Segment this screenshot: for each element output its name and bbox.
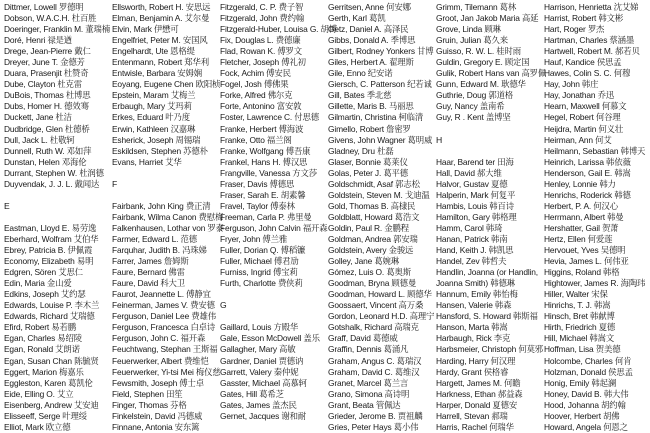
name-entry: Fitzgerald, C. P. 费子智 bbox=[220, 2, 304, 12]
index-column-1 bbox=[4, 2, 112, 432]
name-entry: Graham, David C. 葛维汉 bbox=[328, 366, 420, 377]
name-entry: Goossaert, Vincent 高万桑 bbox=[328, 300, 424, 311]
name-entry: Eggert, Marion 梅嘉乐 bbox=[4, 366, 84, 377]
name-entry: Giersch, C. Patterson 纪若诚 bbox=[328, 79, 432, 90]
name-entry: Elisseeff, Serge 叶理绥 bbox=[4, 410, 87, 421]
name-entry: Ferguson, John Calvin 福开森 bbox=[220, 222, 328, 233]
name-entry: Gaillard, Louis 方殿华 bbox=[220, 322, 299, 333]
name-entry: Hannum, Emily 韩怡梅 bbox=[436, 289, 518, 300]
name-entry: Hay, Jonathan 乔迅 bbox=[544, 90, 615, 101]
name-entry: Groot, Jan Jakob Maria 高延 bbox=[436, 13, 539, 24]
name-entry: Harding, Harry 何汉理 bbox=[436, 355, 516, 366]
blank-line bbox=[4, 190, 112, 201]
name-entry: Hargett, James M. 何瞻 bbox=[436, 377, 521, 388]
name-entry: Faure, David 科大卫 bbox=[112, 278, 185, 289]
name-entry: Guthrie, Doug 郭道格 bbox=[436, 90, 514, 101]
name-entry: Eoyang, Eugene Chen 欧阳桢 bbox=[112, 79, 221, 90]
name-entry: Eide, Elling O. 艾立 bbox=[4, 388, 74, 399]
name-entry: Furth, Charlotte 费侠莉 bbox=[220, 278, 303, 289]
name-entry: Dube, Clayton 杜克雷 bbox=[4, 79, 82, 90]
name-entry: Haar, Barend ter 田海 bbox=[436, 156, 514, 167]
name-entry: Grove, Linda 顾琳 bbox=[436, 24, 501, 35]
blank-line bbox=[436, 146, 544, 157]
name-entry: Goldblatt, Howard 葛浩文 bbox=[328, 211, 420, 222]
name-entry: Gates, James 盖杰民 bbox=[220, 399, 297, 410]
name-entry: Heirman, Ann 何艾 bbox=[544, 134, 612, 145]
name-entry: Goldman, Andrea 郭安瑞 bbox=[328, 233, 418, 244]
name-entry: Erkes, Eduard 叶乃度 bbox=[112, 112, 190, 123]
index-column-2 bbox=[112, 2, 224, 432]
name-entry: Hamm, Carol 韩琦 bbox=[436, 222, 503, 233]
name-entry: Fewsmith, Joseph 傅士卓 bbox=[112, 377, 204, 388]
blank-line bbox=[220, 289, 328, 300]
name-entry: Farmer, Edward L. 范德 bbox=[112, 233, 197, 244]
name-entry: Gill, Bates 季北慈 bbox=[328, 90, 392, 101]
name-entry: Gilbert, Rodney Yonkers 甘博 bbox=[328, 46, 434, 57]
name-entry: Hiller, Walter 宋保 bbox=[544, 289, 608, 300]
blank-line bbox=[220, 311, 328, 322]
name-entry: Gates, Hill 葛希芝 bbox=[220, 388, 284, 399]
name-entry: Granet, Marcel 葛兰言 bbox=[328, 377, 409, 388]
name-entry: Durrant, Stephen W. 杜润德 bbox=[4, 167, 104, 178]
name-entry: Eggleston, Karen 葛凯伦 bbox=[4, 377, 93, 388]
name-entry: Hart, Roger 罗杰 bbox=[544, 24, 605, 35]
name-entry: Doré, Henri 禄是遒 bbox=[4, 35, 73, 46]
name-entry: Harrison, Henrietta 沈艾娣 bbox=[544, 2, 639, 12]
name-entry: Duckett, Jane 杜洁 bbox=[4, 112, 72, 123]
name-entry: Givens, John Wagner 葛明威 bbox=[328, 134, 433, 145]
name-entry: Hand, Keith J. 韩凯思 bbox=[436, 245, 514, 256]
name-entry: Hanan, Patrick 韩南 bbox=[436, 233, 508, 244]
name-entry: Gimello, Robert 詹密罗 bbox=[328, 123, 411, 134]
name-entry: Honig, Emily 韩起澜 bbox=[544, 377, 617, 388]
name-entry: Eskildsen, Stephen 苏德朴 bbox=[112, 145, 208, 156]
name-entry: Grano, Simona 高诗明 bbox=[328, 388, 410, 399]
name-entry: Dudbridge, Glen 杜德桥 bbox=[4, 123, 90, 134]
name-entry: Goldschmidt, Asaf 郭志松 bbox=[328, 178, 420, 189]
name-entry: Epstein, Maram 艾梅兰 bbox=[112, 90, 196, 101]
name-entry: Duyvendak, J. J. L. 戴闻达 bbox=[4, 178, 100, 189]
name-entry: Howard, Angela 何恩之 bbox=[544, 421, 628, 432]
letter-heading: E bbox=[4, 200, 10, 211]
name-entry: Goldstein, Steven M. 戈迪温 bbox=[328, 189, 430, 200]
index-column-6 bbox=[544, 2, 650, 432]
name-entry: Entenmann, Robert 郑华利 bbox=[112, 57, 209, 68]
name-entry: Handlin, Joanna (or Handlin, bbox=[436, 267, 538, 278]
name-entry: Graham, Angus C. 葛瑞汉 bbox=[328, 355, 422, 366]
name-entry: Gilmartin, Christina 柯临清 bbox=[328, 112, 424, 123]
name-entry: Faure, Bernard 佛雷 bbox=[112, 267, 185, 278]
name-entry: Farquhar, Judith B. 冯珠娣 bbox=[112, 245, 207, 256]
name-entry: Feuchtwang, Stephan 王斯福 bbox=[112, 344, 218, 355]
name-entry: Gasster, Michael 高慕轲 bbox=[220, 377, 307, 388]
name-entry: Edwards, Louise P. 李木兰 bbox=[4, 300, 100, 311]
name-entry: Hearn, Maxwell 何慕文 bbox=[544, 101, 627, 112]
name-entry: Egan, Ronald 艾朗诺 bbox=[4, 344, 80, 355]
name-entry: Dubs, Homer H. 德效骞 bbox=[4, 101, 89, 112]
name-entry: Fuller, Dorian Q. 傅稻镰 bbox=[220, 245, 306, 256]
name-entry: Hawes, Colin S. C. 何穆 bbox=[544, 68, 631, 79]
name-entry: Halvor, Gustav 夏德 bbox=[436, 178, 508, 189]
name-entry: Edin, Maria 金山爱 bbox=[4, 278, 72, 289]
blank-line bbox=[436, 124, 544, 135]
name-entry: Fogel, Josh 傅佛果 bbox=[220, 79, 289, 90]
name-entry: Hevia, James L. 何伟亚 bbox=[544, 256, 629, 267]
name-entry: Gerritsen, Anne 何安娜 bbox=[328, 2, 411, 12]
name-entry: Furniss, Ingrid 傅宝莉 bbox=[220, 267, 298, 278]
name-entry: Gillette, Maris B. 马丽思 bbox=[328, 101, 414, 112]
name-entry: Hoffman, Lisa 贺美德 bbox=[544, 344, 621, 355]
blank-line bbox=[112, 168, 220, 179]
name-entry: Feuerwerker, Yi-tsi Mei 梅仪慈 bbox=[112, 366, 221, 377]
name-entry: Fryer, John 傅兰雅 bbox=[220, 233, 288, 244]
name-entry: Esherick, Joseph 周锡瑞 bbox=[112, 134, 201, 145]
name-entry: Falkenhausen, Lothar von 罗泰 bbox=[112, 222, 224, 233]
name-entry: Gerth, Karl 葛凯 bbox=[328, 13, 386, 24]
name-entry: Egan, Susan Chan 陈毓贤 bbox=[4, 355, 99, 366]
name-entry: Herrmann, Albert 韩曼 bbox=[544, 211, 624, 222]
name-entry: Economy, Elizabeth 易明 bbox=[4, 256, 94, 267]
name-entry: Field, Stephen 田笙 bbox=[112, 388, 183, 399]
name-entry: Feinerman, James V. 费安德 bbox=[112, 300, 215, 311]
name-entry: Guy, Nancy 盖南希 bbox=[436, 101, 505, 112]
name-entry: Gunn, Edward M. 耿德华 bbox=[436, 79, 526, 90]
name-entry: Getz, Daniel A. 高泽民 bbox=[328, 24, 409, 35]
name-entry: Harkness, Ethan 郝益森 bbox=[436, 388, 523, 399]
name-entry: Gruin, Julian 葛久来 bbox=[436, 35, 508, 46]
blank-line bbox=[112, 190, 220, 201]
name-entry: Fuller, Michael 傅君劢 bbox=[220, 256, 299, 267]
name-entry: Golas, Peter J. 葛平德 bbox=[328, 167, 408, 178]
name-entry: Hershatter, Gail 贺萧 bbox=[544, 222, 619, 233]
name-entry: Gernet, Jacques 谢和耐 bbox=[220, 410, 307, 421]
name-entry: Forke, Alfred 佛尔克 bbox=[220, 90, 293, 101]
name-entry: Fairbank, Wilma Canon 费慰梅 bbox=[112, 211, 224, 222]
name-entry: Faurot, Jeannette L. 傅静宜 bbox=[112, 289, 211, 300]
index-column-5 bbox=[436, 2, 547, 432]
name-entry: Harper, Donald 夏德安 bbox=[436, 399, 518, 410]
name-entry: Gardner, Daniel 贾德讷 bbox=[220, 355, 304, 366]
name-entry: Gordon, Leonard H.D. 高理宁 bbox=[328, 311, 435, 322]
name-entry: DuBois, Thomas 杜博思 bbox=[4, 90, 91, 101]
name-entry: Gallagher, Mary 高敏 bbox=[220, 344, 296, 355]
name-entry: Doeringer, Franklin M. 董瑞楠 bbox=[4, 24, 110, 35]
name-entry: Dunnell, Ruth W. 邓如萍 bbox=[4, 145, 92, 156]
name-entry: Graff, David 葛德威 bbox=[328, 333, 398, 344]
name-entry: Higgins, Roland 韩格 bbox=[544, 267, 620, 278]
name-entry: Hartwell, Robert M. 郝若贝 bbox=[544, 46, 640, 57]
name-entry: Erwin, Kathleen 汉嘉琳 bbox=[112, 123, 196, 134]
name-entry: Dobson, W.A.C.H. 杜百胜 bbox=[4, 13, 97, 24]
name-entry: Fairbank, John King 费正清 bbox=[112, 200, 211, 211]
name-entry: Herbert, P. A. 何汉心 bbox=[544, 200, 618, 211]
name-entry: Guldin, Gregory E. 顾定国 bbox=[436, 57, 530, 68]
name-entry: Finger, Thomas 芬格 bbox=[112, 399, 187, 410]
name-entry: Hoover, Herbert 胡佛 bbox=[544, 410, 620, 421]
name-entry: Gladney, Dru 杜磊 bbox=[328, 145, 394, 156]
name-entry: Hirth, Friedrich 夏德 bbox=[544, 322, 616, 333]
name-entry: Ferguson, John C. 福开森 bbox=[112, 333, 206, 344]
name-entry: Fix, Douglas L. 费德廉 bbox=[220, 35, 301, 46]
name-entry: Flad, Rowan K. 傅罗文 bbox=[220, 46, 303, 57]
index-column-4 bbox=[328, 2, 436, 432]
name-entry: Finkelstein, David 冯德威 bbox=[112, 410, 203, 421]
name-entry: Dunstan, Helen 邓海伦 bbox=[4, 156, 87, 167]
name-entry: Eastman, Lloyd E. 易劳逸 bbox=[4, 222, 97, 233]
name-entry: Ellsworth, Robert H. 安思远 bbox=[112, 2, 211, 12]
name-entry: Honey, David B. 韩大伟 bbox=[544, 388, 629, 399]
name-entry: Goodman, Bryna 顾德曼 bbox=[328, 278, 417, 289]
name-entry: Hightower, James R. 海陶玮 bbox=[544, 278, 646, 289]
name-entry: Guisso, R. W. L. 桂时雨 bbox=[436, 46, 521, 57]
name-entry: Golley, Jane 葛婉琳 bbox=[328, 256, 399, 267]
name-entry: Ferguson, Daniel Lee 费雄伟 bbox=[112, 311, 216, 322]
name-entry: Eisenberg, Andrew 艾安迪 bbox=[4, 399, 99, 410]
name-entry: Edkins, Joseph 艾约瑟 bbox=[4, 289, 86, 300]
name-entry: Harbsmeier, Christoph 何莫邪 bbox=[436, 344, 544, 355]
name-entry: Hay, John 韩庄 bbox=[544, 79, 599, 90]
name-entry: Elman, Benjamin A. 艾尔曼 bbox=[112, 13, 210, 24]
letter-heading: F bbox=[112, 178, 118, 189]
name-entry: Gómez, Luis O. 葛奥斯 bbox=[328, 267, 411, 278]
name-entry: Giles, Herbert A. 翟理斯 bbox=[328, 57, 414, 68]
name-entry: Gibbs, Donald A. 季博思 bbox=[328, 35, 416, 46]
name-entry: Hamilton, Gary 韩格理 bbox=[436, 211, 517, 222]
name-entry: Ebrey, Patricia B. 伊佩霞 bbox=[4, 245, 93, 256]
name-entry: Handel, Zev 韩哲夫 bbox=[436, 256, 507, 267]
name-entry: Engelfriet, Peter M. 安国风 bbox=[112, 35, 208, 46]
name-entry: Fitzgerald, John 费约翰 bbox=[220, 13, 305, 24]
name-entry: Hertz, Ellen 何爱莲 bbox=[544, 233, 613, 244]
name-entry: Henrichs, Roderick 韩德 bbox=[544, 189, 631, 200]
name-entry: Gulik, Robert Hans van 高罗佩 bbox=[436, 68, 547, 79]
name-entry: Fletcher, Joseph 傅礼初 bbox=[220, 57, 306, 68]
name-entry: Grimm, Tilemann 葛林 bbox=[436, 2, 517, 12]
name-entry: Erbaugh, Mary 艾玛莉 bbox=[112, 101, 192, 112]
name-entry: Grieder, Jerome B. 贾祖麟 bbox=[328, 410, 423, 421]
name-entry: Heijdra, Martin 何义壮 bbox=[544, 123, 624, 134]
name-entry: Goldstein, Avery 金骏远 bbox=[328, 245, 414, 256]
name-entry: Duara, Prasenjit 杜赞奇 bbox=[4, 68, 89, 79]
name-entry: Fravel, Taylor 傅泰林 bbox=[220, 200, 295, 211]
name-entry: Heinrich, Larissa 韩依薇 bbox=[544, 156, 631, 167]
name-entry: Graffin, Dennis 葛涌凡 bbox=[328, 344, 409, 355]
name-entry: Garrett, Valery 秦仲妮 bbox=[220, 366, 299, 377]
name-entry: Fock, Achim 傅安民 bbox=[220, 68, 291, 79]
name-entry: Harrist, Robert 韩文彬 bbox=[544, 13, 624, 24]
name-entry: Hardy, Grant 侯格睿 bbox=[436, 366, 509, 377]
name-entry: Fitzgerald-Huber, Louisa G. 胡博 bbox=[220, 24, 337, 35]
name-entry: Hegel, Robert 何谷理 bbox=[544, 112, 621, 123]
blank-line bbox=[4, 212, 112, 223]
name-entry: Gold, Thomas B. 高棣民 bbox=[328, 200, 416, 211]
letter-heading: H bbox=[436, 134, 443, 145]
name-entry: Ferguson, Francesca 白卓诗 bbox=[112, 322, 216, 333]
name-entry: Goodman, Howard L. 顾德华 bbox=[328, 289, 432, 300]
name-entry: Fraser, Davis 傅德思 bbox=[220, 178, 295, 189]
name-entry: Hill, Michael 韩嵩文 bbox=[544, 333, 615, 344]
name-entry: Guy, R . Kent 盖博坚 bbox=[436, 112, 511, 123]
name-entry: Franke, Herbert 傅海波 bbox=[220, 123, 304, 134]
name-entry: Hervouet, Yves 吴德明 bbox=[544, 245, 626, 256]
name-entry: Evans, Harriet 艾华 bbox=[112, 156, 182, 167]
name-entry: Gries, Peter Hays 葛小伟 bbox=[328, 421, 419, 432]
name-entry: Gale, Esson McDowell 盖乐 bbox=[220, 333, 320, 344]
name-entry: Harbaugh, Rick 李克 bbox=[436, 333, 511, 344]
name-entry: Hinrichs, T. J. 韩嵩 bbox=[544, 300, 611, 311]
name-entry: Drege, Jean-Pierre 戴仁 bbox=[4, 46, 91, 57]
name-entry: Hansen, Valerie 韩森 bbox=[436, 300, 512, 311]
name-entry: Elvin, Mark 伊懋可 bbox=[112, 24, 179, 35]
name-entry: Hauf, Kandice 侯思孟 bbox=[544, 57, 622, 68]
name-entry: Hambis, Louis 韩百诗 bbox=[436, 200, 514, 211]
name-entry: Goldin, Paul R. 金鹏程 bbox=[328, 222, 409, 233]
name-entry: Dreyer, June T. 金德芳 bbox=[4, 57, 85, 68]
name-entry: Hood, Johanna 胡约翰 bbox=[544, 399, 626, 410]
name-entry: Frankel, Hans H. 傅汉思 bbox=[220, 156, 308, 167]
name-entry: Hinsch, Bret 韩献博 bbox=[544, 311, 615, 322]
name-entry: Gotshalk, Richard 高瑞克 bbox=[328, 322, 419, 333]
name-entry: Dittmer, Lowell 罗德明 bbox=[4, 2, 84, 12]
index-column-3 bbox=[220, 2, 337, 421]
name-entry: Gile, Enno 纪安诺 bbox=[328, 68, 393, 79]
name-entry: Hanson, Marta 韩嵩 bbox=[436, 322, 508, 333]
name-entry: Egan, Charles 易绍陵 bbox=[4, 333, 82, 344]
name-entry: Harris, Rachel 何瑞华 bbox=[436, 421, 514, 432]
name-entry: Hartman, Charles 蔡涵墨 bbox=[544, 35, 635, 46]
name-entry: Dull, Jack L. 杜敬轲 bbox=[4, 134, 75, 145]
name-entry: Hansford, S. Howard 韩斯福 bbox=[436, 311, 538, 322]
name-entry: Farrer, James 詹姆斯 bbox=[112, 256, 189, 267]
name-entry: Entwisle, Barbara 安姆娴 bbox=[112, 68, 202, 79]
name-entry: Henderson, Gail E. 韩嵩 bbox=[544, 167, 631, 178]
name-entry: Efird, Robert 易若鹏 bbox=[4, 322, 76, 333]
name-entry: Halperin, Mark 何复平 bbox=[436, 189, 516, 200]
name-entry: Holzman, Donald 侯思孟 bbox=[544, 366, 633, 377]
name-entry: Edgren, Sören 艾思仁 bbox=[4, 267, 83, 278]
letter-heading: G bbox=[220, 300, 227, 311]
name-entry: Engelhardt, Ute 恩格缇 bbox=[112, 46, 195, 57]
name-entry: Heilmann, Sebastian 韩博天 bbox=[544, 145, 646, 156]
name-entry: Frangville, Vanessa 方文莎 bbox=[220, 167, 317, 178]
name-entry: Eberhard, Wolfram 艾伯华 bbox=[4, 233, 99, 244]
name-entry: Joanna Smith) 韩德琳 bbox=[436, 278, 515, 289]
name-entry: Franke, Otto 福兰阁 bbox=[220, 134, 292, 145]
name-entry: Elliot, Mark 欧立德 bbox=[4, 421, 71, 432]
name-entry: Henley, Lonnie 韩力 bbox=[544, 178, 616, 189]
name-entry: Finnane, Antonia 安东篱 bbox=[112, 421, 200, 432]
name-entry: Holcombe, Charles 何肯 bbox=[544, 355, 632, 366]
name-entry: Forte, Antonino 富安敦 bbox=[220, 101, 302, 112]
name-entry: Foster, Lawrence C. 付思德 bbox=[220, 112, 319, 123]
name-entry: Grant, Beata 管佩达 bbox=[328, 399, 401, 410]
name-entry: Glaser, Bonnie 葛莱仪 bbox=[328, 156, 408, 167]
name-entry: Fraser, Sarah E. 胡素馨 bbox=[220, 189, 306, 200]
name-entry: Harrell, Stevan 郝瑞 bbox=[436, 410, 508, 421]
name-entry: Feuerwerker, Albert 费维恺 bbox=[112, 355, 209, 366]
name-entry: Edwards, Richard 艾瑞德 bbox=[4, 311, 95, 322]
name-entry: Hall, David 郝大维 bbox=[436, 167, 502, 178]
name-entry: Franke, Wolfgang 傅吾康 bbox=[220, 145, 311, 156]
name-entry: Freeman, Carla P. 弗里曼 bbox=[220, 211, 312, 222]
